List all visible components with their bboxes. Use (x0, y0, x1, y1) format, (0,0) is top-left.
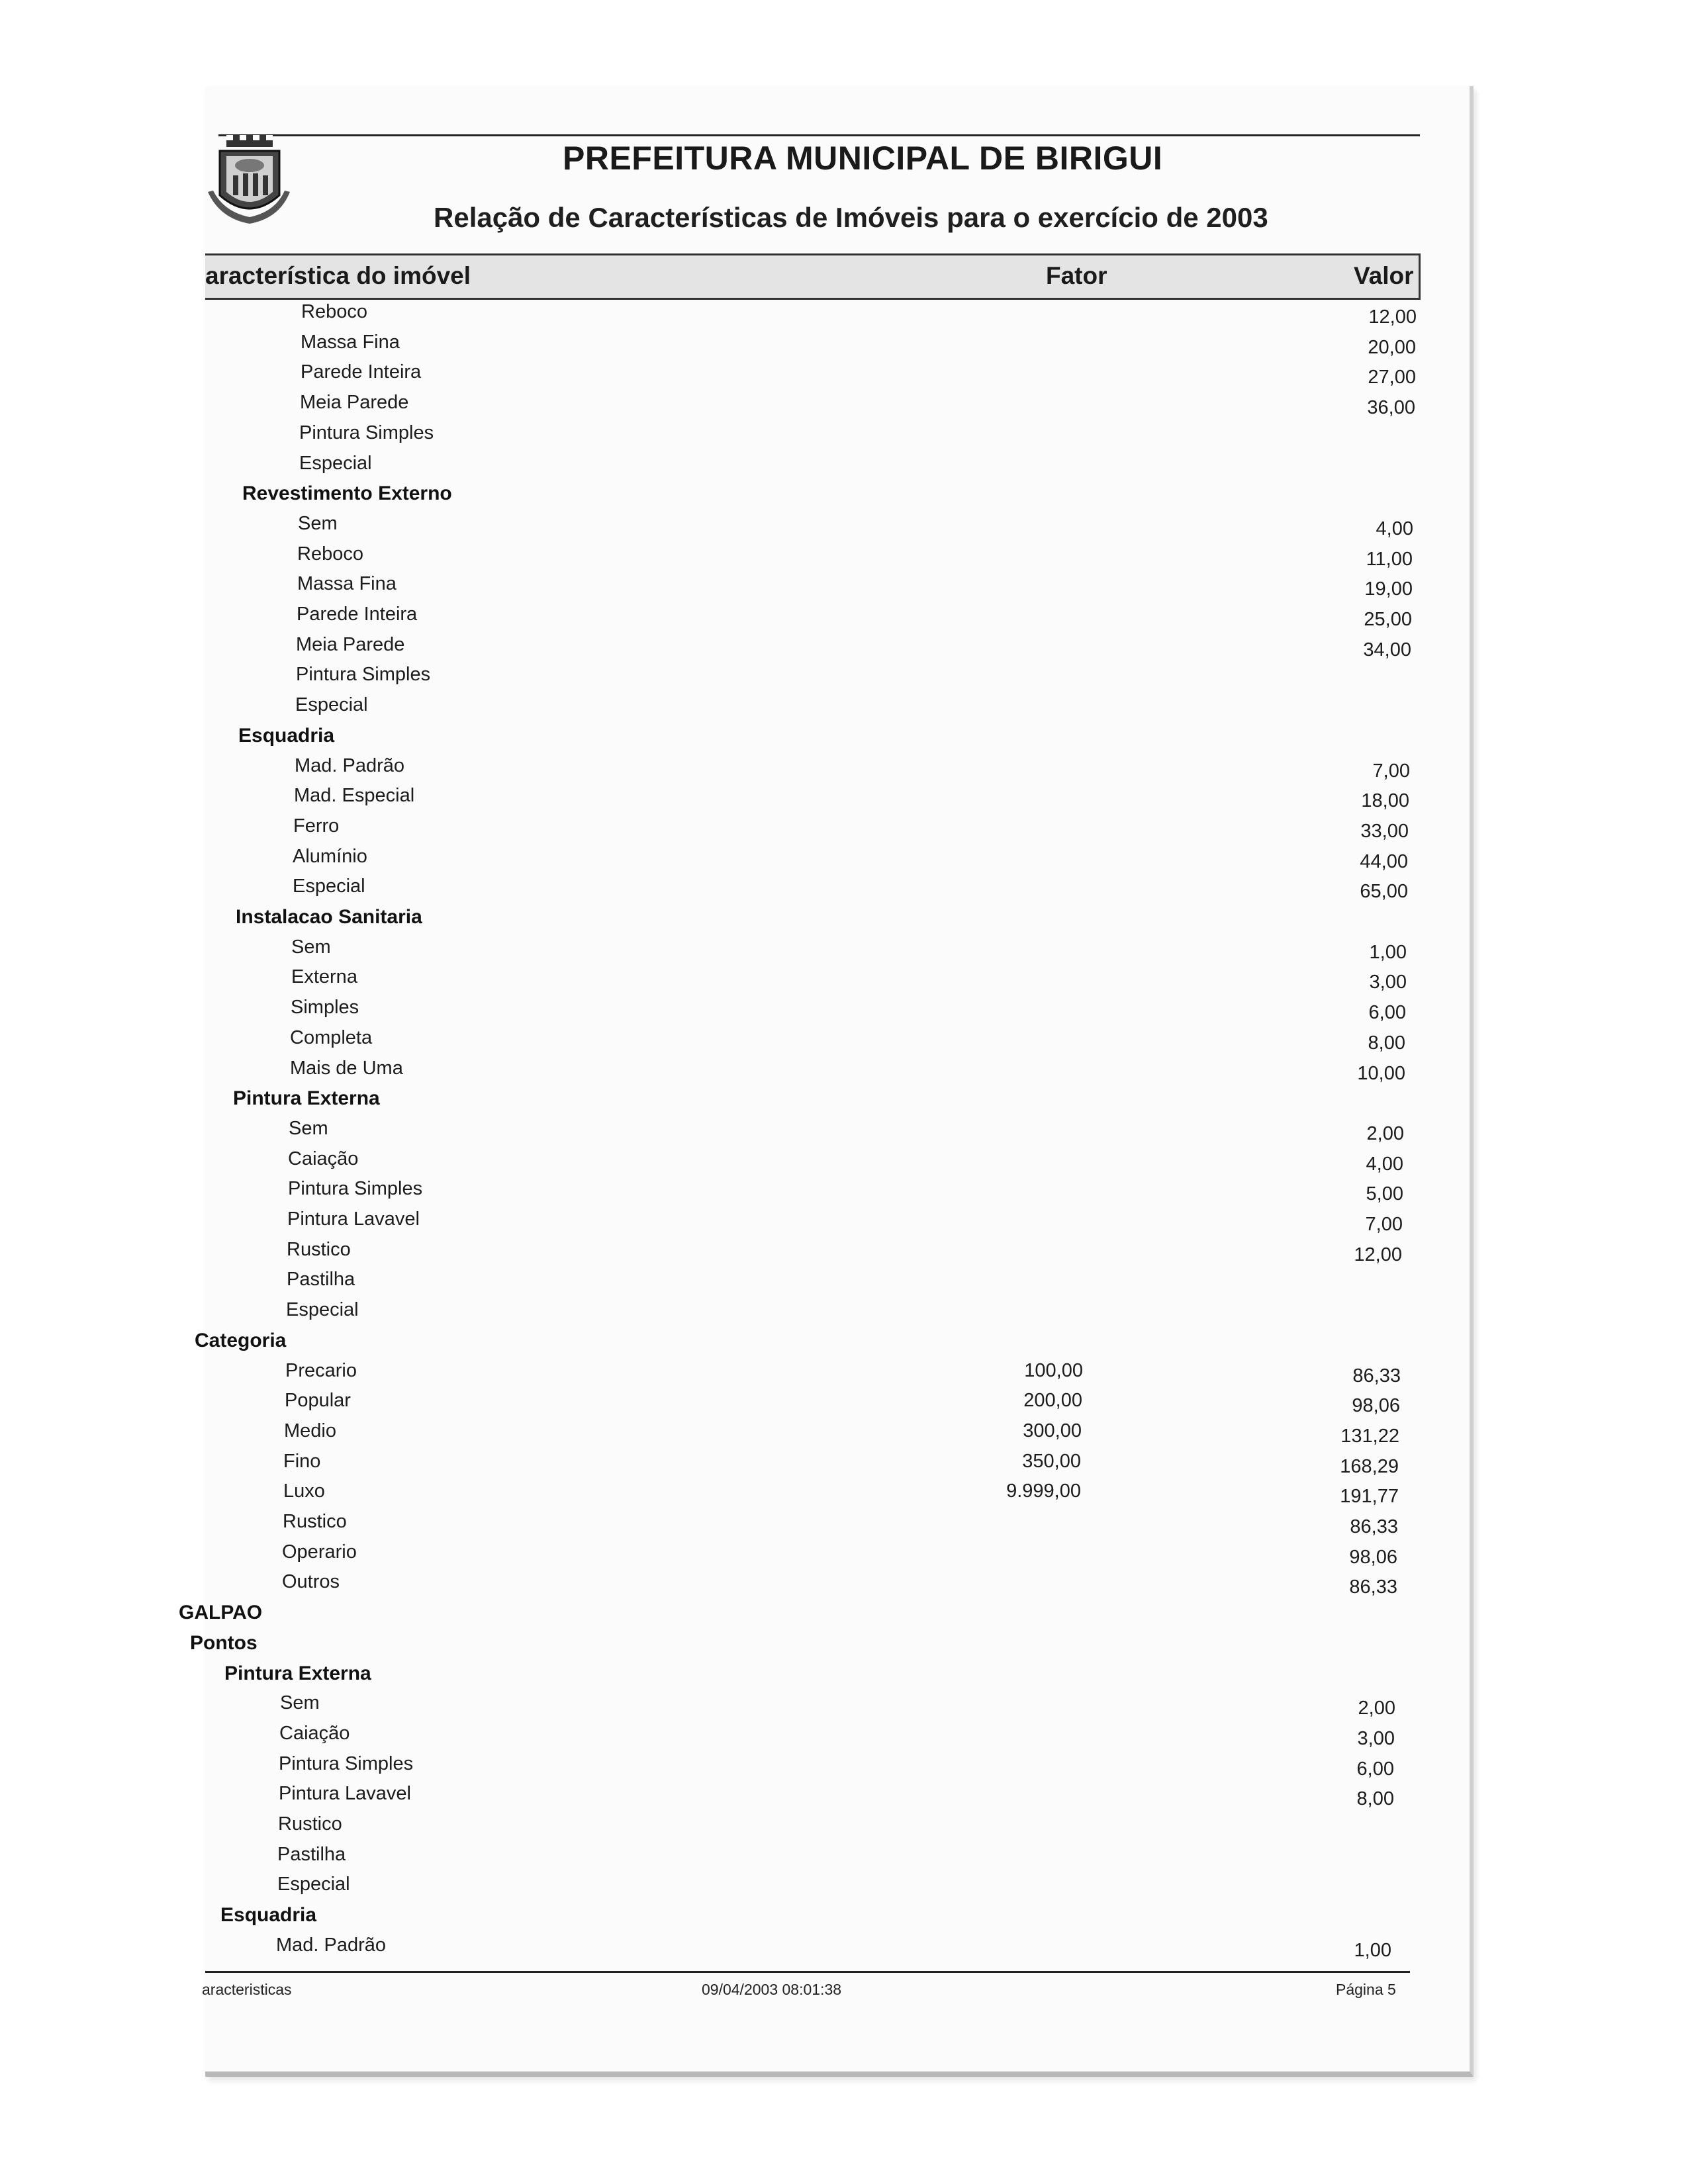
item-label: Pintura Simples (288, 1178, 423, 1199)
item-label: Parede Inteira (301, 361, 422, 383)
valor-value: 98,06 (1349, 1547, 1397, 1568)
fator-value: 350,00 (1022, 1451, 1081, 1472)
fator-value: 100,00 (1024, 1360, 1083, 1381)
valor-value: 34,00 (1363, 639, 1411, 660)
group-label: Pintura Externa (224, 1662, 371, 1684)
table-row (0, 1451, 1670, 1481)
item-label: Pintura Simples (279, 1753, 414, 1774)
valor-value: 2,00 (1358, 1698, 1395, 1719)
table-row (0, 1208, 1674, 1239)
table-row (0, 1934, 1663, 1965)
valor-value: 1,00 (1369, 942, 1407, 963)
item-label: Rustico (283, 1511, 347, 1532)
valor-value: 36,00 (1367, 397, 1415, 418)
item-label: Reboco (297, 543, 363, 565)
table-row (0, 694, 1682, 725)
valor-value: 10,00 (1357, 1063, 1405, 1084)
footer-report-name: aracteristicas (202, 1981, 292, 1998)
table-row (0, 392, 1687, 422)
valor-value: 131,22 (1340, 1426, 1399, 1447)
item-label: Sem (280, 1692, 320, 1713)
valor-value: 191,77 (1340, 1486, 1399, 1507)
valor-value: 44,00 (1360, 851, 1408, 872)
item-label: Pastilha (277, 1844, 346, 1865)
table-row (0, 634, 1683, 664)
item-label: Sem (291, 936, 331, 958)
table-row (0, 906, 1679, 936)
valor-value: 3,00 (1357, 1728, 1395, 1749)
valor-value: 33,00 (1360, 821, 1409, 842)
item-label: Massa Fina (301, 332, 400, 353)
valor-value: 11,00 (1366, 549, 1413, 570)
item-label: Caiação (288, 1148, 359, 1169)
item-label: Pintura Lavavel (279, 1783, 411, 1804)
group-label: Categoria (195, 1330, 287, 1351)
table-row (0, 361, 1687, 392)
valor-value: 3,00 (1369, 972, 1407, 993)
group-label: Instalacao Sanitaria (236, 906, 422, 928)
table-row (0, 1239, 1673, 1269)
fator-value: 300,00 (1023, 1420, 1082, 1441)
table-row (0, 1783, 1665, 1813)
table-row (0, 664, 1683, 694)
valor-value: 86,33 (1350, 1516, 1398, 1537)
valor-value: 25,00 (1364, 609, 1412, 630)
table-row (0, 1360, 1672, 1390)
valor-value: 65,00 (1360, 881, 1408, 902)
table-row (0, 876, 1679, 906)
item-label: Sem (298, 513, 338, 534)
valor-value: 86,33 (1352, 1365, 1401, 1387)
table-row (0, 332, 1687, 362)
group-label: Pintura Externa (233, 1087, 380, 1109)
table-row (0, 543, 1684, 574)
table-row (0, 815, 1680, 846)
valor-value: 98,06 (1352, 1395, 1400, 1416)
item-label: Popular (285, 1390, 351, 1411)
table-row (0, 1087, 1676, 1118)
item-label: Mad. Padrão (276, 1934, 387, 1956)
table-row (0, 966, 1678, 997)
table-row (0, 1571, 1669, 1602)
item-label: Ferro (293, 815, 340, 837)
table-row (0, 997, 1677, 1027)
item-label: Especial (299, 453, 372, 474)
item-label: Especial (277, 1874, 350, 1895)
table-row (0, 1813, 1665, 1844)
valor-value: 27,00 (1368, 367, 1416, 388)
fator-value: 200,00 (1023, 1390, 1082, 1411)
table-row (0, 785, 1681, 815)
item-label: Fino (283, 1451, 321, 1472)
table-row (0, 1480, 1670, 1511)
page-title: PREFEITURA MUNICIPAL DE BIRIGUI (563, 140, 1163, 177)
item-label: Especial (295, 694, 368, 715)
item-label: Massa Fina (297, 573, 397, 594)
table-row (0, 1904, 1664, 1934)
item-label: Pintura Simples (296, 664, 431, 685)
item-label: Externa (291, 966, 357, 987)
item-label: Pintura Lavavel (287, 1208, 420, 1230)
valor-value: 8,00 (1356, 1788, 1394, 1809)
table-row (0, 1723, 1666, 1753)
item-label: Reboco (301, 301, 367, 322)
footer-rule (205, 1971, 1410, 1973)
footer-timestamp: 09/04/2003 08:01:38 (702, 1981, 842, 1998)
group-label: Esquadria (238, 725, 335, 747)
item-label: Especial (286, 1299, 359, 1320)
item-label: Pastilha (287, 1269, 355, 1290)
item-label: Mais de Uma (290, 1058, 403, 1079)
column-header-valor: Valor (1354, 262, 1414, 289)
table-row (0, 573, 1684, 604)
valor-value: 20,00 (1368, 337, 1416, 358)
item-label: Pintura Simples (299, 422, 434, 443)
table-row (0, 453, 1686, 483)
valor-value: 2,00 (1366, 1123, 1404, 1144)
valor-value: 168,29 (1340, 1456, 1399, 1477)
footer-page-number: Página 5 (1336, 1981, 1396, 1998)
table-row (0, 936, 1678, 967)
item-label: Medio (284, 1420, 336, 1441)
table-row (0, 1662, 1667, 1693)
table-row (0, 1148, 1675, 1179)
valor-value: 7,00 (1372, 760, 1410, 782)
item-label: Caiação (279, 1723, 350, 1744)
valor-value: 7,00 (1365, 1214, 1403, 1235)
table-row (0, 604, 1683, 634)
column-header-characteristic: aracterística do imóvel (205, 262, 471, 289)
item-label: Luxo (283, 1480, 325, 1502)
table-row (0, 301, 1688, 332)
table-row (0, 1632, 1667, 1662)
valor-value: 5,00 (1366, 1183, 1403, 1205)
item-label: Especial (293, 876, 365, 897)
table-row (0, 1874, 1664, 1904)
item-label: Precario (285, 1360, 357, 1381)
column-header-fator: Fator (1046, 262, 1107, 289)
valor-value: 12,00 (1354, 1244, 1402, 1265)
table-row (0, 1118, 1675, 1148)
valor-value: 4,00 (1376, 518, 1413, 539)
page-subtitle: Relação de Características de Imóveis para o exercício de 2003 (434, 202, 1268, 233)
table-row (0, 1269, 1673, 1299)
group-label: Revestimento Externo (242, 482, 452, 504)
item-label: Rustico (287, 1239, 351, 1260)
table-row (0, 1541, 1669, 1572)
table-row (0, 725, 1681, 755)
table-row (0, 1390, 1671, 1420)
item-label: Mad. Padrão (295, 755, 405, 776)
table-row (0, 1602, 1668, 1632)
item-label: Operario (282, 1541, 357, 1563)
valor-value: 6,00 (1356, 1758, 1394, 1780)
valor-value: 86,33 (1349, 1576, 1397, 1598)
fator-value: 9.999,00 (1006, 1480, 1081, 1502)
item-label: Meia Parede (300, 392, 409, 413)
table-row (0, 513, 1685, 543)
valor-value: 6,00 (1368, 1002, 1406, 1023)
valor-value: 18,00 (1361, 790, 1409, 811)
table-row (0, 1753, 1665, 1784)
valor-value: 19,00 (1364, 578, 1413, 600)
valor-value: 8,00 (1368, 1032, 1405, 1054)
group-label: GALPAO (179, 1602, 263, 1623)
table-row (0, 482, 1685, 513)
item-label: Meia Parede (296, 634, 405, 655)
item-label: Outros (282, 1571, 340, 1592)
item-label: Parede Inteira (297, 604, 418, 625)
table-row (0, 1420, 1671, 1451)
item-label: Mad. Especial (294, 785, 415, 806)
item-label: Completa (290, 1027, 373, 1048)
table-row (0, 1330, 1672, 1360)
table-row (0, 1844, 1664, 1874)
table-row (0, 422, 1686, 453)
valor-value: 12,00 (1368, 306, 1417, 328)
group-label: Esquadria (220, 1904, 317, 1926)
valor-value: 1,00 (1354, 1940, 1391, 1961)
table-row (0, 1178, 1675, 1208)
table-row (0, 1058, 1677, 1088)
table-row (0, 846, 1679, 876)
item-label: Sem (289, 1118, 328, 1139)
table-row (0, 1511, 1669, 1541)
table-row (0, 1692, 1667, 1723)
item-label: Rustico (278, 1813, 342, 1835)
table-row (0, 1027, 1677, 1058)
table-row (0, 1299, 1673, 1330)
item-label: Simples (291, 997, 359, 1018)
valor-value: 4,00 (1366, 1154, 1403, 1175)
table-row (0, 755, 1681, 786)
group-label: Pontos (190, 1632, 258, 1654)
item-label: Alumínio (293, 846, 367, 867)
